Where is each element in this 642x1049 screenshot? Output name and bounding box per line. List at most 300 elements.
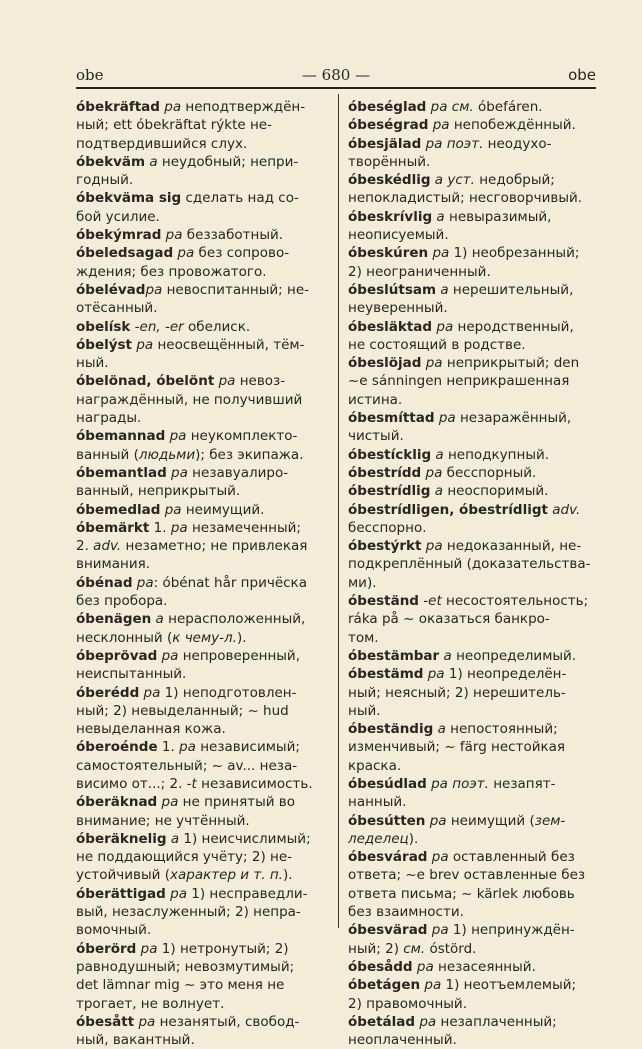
headword: óbelévad <box>76 281 146 298</box>
grammar-label: pa <box>161 647 179 664</box>
definition-text: обелиск. <box>183 318 251 335</box>
definition-text: óbefáren. <box>473 99 543 115</box>
grammar-label: pa <box>429 812 447 829</box>
entry-line <box>76 537 330 555</box>
definition-text: висимо от...; 2. <box>76 775 187 792</box>
definition-text: отёсанный. <box>76 300 158 317</box>
headword: óberäknad <box>76 794 158 811</box>
headword: óbemannad <box>76 428 166 445</box>
headword: óbenägen <box>76 611 152 628</box>
headword: óbeségrad <box>348 117 429 134</box>
grammar-label: к чему-л. <box>172 629 237 646</box>
entry-line <box>348 354 600 372</box>
grammar-label: pa поэт. <box>431 775 489 792</box>
grammar-label: a <box>437 721 446 738</box>
entry-line <box>348 519 600 537</box>
grammar-label: леделец <box>348 830 409 847</box>
definition-text: ). <box>236 629 247 646</box>
entry-line <box>76 135 330 153</box>
entry-line <box>348 830 600 848</box>
definition-text: невыделанная кожа. <box>76 721 226 738</box>
entry-line <box>76 775 330 793</box>
headword: óbeséglad <box>348 99 427 115</box>
headword: óberörd <box>76 940 137 957</box>
entry-line <box>348 98 600 116</box>
definition-text: ~e sánningen неприкрашенная <box>348 373 570 390</box>
definition-text: ванный ( <box>76 446 139 463</box>
entry-line <box>348 135 600 153</box>
definition-text: несостоятельность; <box>441 593 589 610</box>
entry-line <box>76 98 330 116</box>
entry-line <box>76 647 330 665</box>
definition-text: независимый; <box>195 739 300 756</box>
definition-text: 2) неограниченный. <box>348 263 491 280</box>
entry-line <box>76 738 330 756</box>
grammar-label: a <box>155 611 164 628</box>
entry-line <box>348 116 600 134</box>
headword: óbeständig <box>348 721 434 738</box>
definition-text: ). <box>282 867 293 884</box>
entry-line <box>348 610 600 628</box>
definition-text: ный; 2) <box>348 940 404 957</box>
definition-text: краска. <box>348 757 402 774</box>
definition-text: неоспоримый. <box>443 483 549 500</box>
entry-line <box>76 281 330 299</box>
entry-line <box>348 702 600 720</box>
definition-text: невоспитанный; не- <box>162 281 310 298</box>
entry-line <box>76 318 330 336</box>
entry-line <box>348 940 600 958</box>
entry-line <box>76 555 330 573</box>
definition-text: чистый. <box>348 428 404 445</box>
definition-text: беззаботный. <box>182 227 284 244</box>
entry-line <box>348 464 600 482</box>
grammar-label: pa поэт. <box>425 135 484 152</box>
definition-text: невоз- <box>235 373 286 390</box>
definition-text: подтвердившийся слух. <box>76 135 248 152</box>
definition-text: óstörd. <box>425 940 477 957</box>
definition-text: ный. <box>76 355 109 372</box>
entry-line <box>76 244 330 262</box>
definition-text: ответа письма; ~ kärlek любовь <box>348 885 575 902</box>
headword: óbesläktad <box>348 318 433 335</box>
entry-line <box>76 391 330 409</box>
grammar-label: pa <box>425 464 443 481</box>
definition-text: 2. <box>76 538 94 555</box>
entry-line <box>76 501 330 519</box>
entry-line <box>76 610 330 628</box>
definition-text: ); без экипажа. <box>195 446 304 463</box>
definition-text: несклонный ( <box>76 629 173 646</box>
entry-line <box>76 976 330 994</box>
definition-text: 1) неотъемлемый; <box>441 977 577 994</box>
definition-text: ванный, неприкрытый. <box>76 483 241 500</box>
entry-line <box>348 958 600 976</box>
grammar-label: a <box>435 446 444 463</box>
definition-text: награждённый, не получивший <box>76 391 303 408</box>
grammar-label: pa <box>419 1013 437 1030</box>
definition-text: нерасположенный, <box>163 611 306 628</box>
entry-line <box>76 446 330 464</box>
definition-text: ). <box>408 830 419 847</box>
definition-text: незапят- <box>488 775 556 792</box>
headword: óbelönad, óbelönt <box>76 373 215 390</box>
entry-line <box>76 189 330 207</box>
headword: óbestämbar <box>348 647 440 664</box>
definition-text: без пробора. <box>76 593 168 610</box>
grammar-label: pa <box>218 373 236 390</box>
entry-line <box>76 208 330 226</box>
definition-text: оставленный без <box>448 849 575 866</box>
headword: óberoénde <box>76 739 158 756</box>
entry-line <box>76 592 330 610</box>
entry-line <box>348 226 600 244</box>
grammar-label: a <box>170 830 180 847</box>
definition-text: 1) неопределён- <box>444 666 567 683</box>
headword: óbelýst <box>76 336 133 353</box>
grammar-label: pa <box>165 227 183 244</box>
headword: óbetálad <box>348 1013 416 1030</box>
entry-line <box>76 1013 330 1031</box>
grammar-label: -en, -er <box>134 318 184 335</box>
headword: óbesútten <box>348 812 426 829</box>
entry-line <box>348 793 600 811</box>
entry-line <box>348 189 600 207</box>
header-right-guideword: obe <box>568 66 596 84</box>
entry-line <box>76 372 330 390</box>
grammar-label: pa <box>427 666 445 683</box>
entry-line <box>76 116 330 134</box>
grammar-label: -et <box>423 593 442 610</box>
grammar-label: pa <box>164 501 182 518</box>
entry-line <box>348 592 600 610</box>
grammar-label: pa <box>170 519 188 536</box>
entry-line <box>76 153 330 171</box>
grammar-label: pa <box>136 574 154 591</box>
headword: óbesådd <box>348 958 413 975</box>
entry-line <box>348 574 600 592</box>
definition-text: независимость. <box>196 775 313 792</box>
grammar-label: pa <box>136 336 154 353</box>
entry-line <box>76 830 330 848</box>
entry-line <box>348 281 600 299</box>
headword: óbestrídlig <box>348 483 431 500</box>
entry-line <box>76 757 330 775</box>
entry-line <box>76 482 330 500</box>
definition-text: ответа; ~e brev оставленные без <box>348 867 586 884</box>
definition-text: 1) неисчислимый; <box>179 830 311 847</box>
headword: óbemedlad <box>76 501 161 518</box>
entry-line <box>348 427 600 445</box>
grammar-label: a <box>436 208 445 225</box>
headword: óbemantlad <box>76 464 167 481</box>
definition-text: годный. <box>76 172 134 189</box>
grammar-label: людьми <box>138 446 196 463</box>
grammar-label: pa <box>145 281 163 298</box>
entry-line <box>76 427 330 445</box>
definition-text: незавуалиро- <box>187 464 289 481</box>
entry-line <box>76 574 330 592</box>
page-header <box>76 66 596 88</box>
definition-text: неродственный, <box>453 318 574 335</box>
entry-line <box>348 921 600 939</box>
definition-text: не состоящий в родстве. <box>348 336 526 353</box>
definition-text: самостоятельный; ~ av... неза- <box>76 757 298 774</box>
entry-line <box>76 464 330 482</box>
grammar-label: pa <box>424 977 442 994</box>
definition-text: незанятый, свобод- <box>155 1013 300 1030</box>
entry-line <box>348 647 600 665</box>
headword: obelísk <box>76 318 131 335</box>
headword: óbénad <box>76 574 133 591</box>
grammar-label: a <box>434 483 444 500</box>
definition-text: устойчивый ( <box>76 867 171 884</box>
grammar-label: pa <box>164 99 182 115</box>
definition-text: равнодушный; невозмутимый; <box>76 958 295 975</box>
headword: óbesått <box>76 1013 135 1030</box>
entry-line <box>76 940 330 958</box>
entry-line <box>76 702 330 720</box>
definition-text: невыразимый, <box>444 208 552 225</box>
definition-text: неоплаченный. <box>348 1032 457 1049</box>
entry-line <box>348 757 600 775</box>
definition-text: не принятый во <box>178 794 296 811</box>
entry-line <box>348 684 600 702</box>
entry-line <box>348 391 600 409</box>
definition-text: незаплаченный; <box>436 1013 557 1030</box>
grammar-label: pa <box>432 117 450 134</box>
definition-text: неимущий. <box>181 501 265 518</box>
entry-line <box>76 958 330 976</box>
grammar-label: a уст. <box>434 172 475 189</box>
entry-line <box>76 629 330 647</box>
definition-text: изменчивый; ~ färg нестойкая <box>348 739 566 756</box>
grammar-label: pa см. <box>430 99 474 115</box>
headword: óbeledsagad <box>76 245 174 262</box>
entry-line <box>348 1013 600 1031</box>
grammar-label: pa <box>169 428 187 445</box>
grammar-label: a <box>443 647 452 664</box>
entry-line <box>348 409 600 427</box>
entry-line <box>348 263 600 281</box>
entry-line <box>76 921 330 939</box>
headword: óbetágen <box>348 977 421 994</box>
headword: óbekýmrad <box>76 227 162 244</box>
headword: óberäknelig <box>76 830 167 847</box>
entry-line <box>348 775 600 793</box>
definition-text: непокладистый; несговорчивый. <box>348 190 583 207</box>
definition-text: незаражённый, <box>455 410 572 427</box>
entry-line <box>348 318 600 336</box>
entry-line <box>348 153 600 171</box>
grammar-label: pa <box>170 885 187 902</box>
headword: óberédd <box>76 684 140 701</box>
page-number: — 680 — <box>301 66 371 84</box>
entry-line <box>76 171 330 189</box>
grammar-label: характер и т. п. <box>170 867 283 884</box>
grammar-label: pa <box>438 410 456 427</box>
headword: óbekväm <box>76 153 146 170</box>
definition-text: бесспорный. <box>442 464 537 481</box>
headword: óbesvárad <box>348 849 428 866</box>
headword: óbeprövad <box>76 647 158 664</box>
entry-line <box>348 848 600 866</box>
entry-line <box>348 885 600 903</box>
entry-line <box>76 226 330 244</box>
entry-line <box>348 629 600 647</box>
grammar-label: pa <box>138 1013 156 1030</box>
entry-line <box>76 354 330 372</box>
definition-text: 1. <box>157 739 180 756</box>
definition-text: без сопрово- <box>194 245 290 262</box>
entry-line <box>76 1031 330 1049</box>
grammar-label: a <box>440 281 449 298</box>
entry-line <box>348 372 600 390</box>
definition-text: не поддающийся учёту; 2) не- <box>76 849 293 866</box>
entry-line <box>348 738 600 756</box>
grammar-label: pa <box>161 794 179 811</box>
entry-line <box>76 903 330 921</box>
column-divider <box>338 94 339 928</box>
entry-line <box>348 976 600 994</box>
definition-text: неописуемый. <box>348 227 449 244</box>
headword: óberättigad <box>76 885 166 902</box>
definition-text: det lämnar mig ~ это меня не <box>76 977 285 994</box>
definition-text: внимания. <box>76 556 151 573</box>
grammar-label: pa <box>143 684 161 701</box>
grammar-label: pa <box>431 849 449 866</box>
definition-text: ный, вакантный. <box>76 1032 195 1049</box>
grammar-label: adv. <box>552 501 581 518</box>
definition-text: без взаимности. <box>348 904 464 921</box>
definition-text: неиспытанный. <box>76 666 187 683</box>
entry-line <box>76 665 330 683</box>
headword: óbesúdlad <box>348 775 427 792</box>
definition-text: награды. <box>76 410 142 427</box>
definition-text: трогает, не волнует. <box>76 995 225 1012</box>
entry-line <box>348 812 600 830</box>
definition-text: 1) нетронутый; 2) <box>157 940 289 957</box>
definition-text: незаметно; не привлекая <box>121 538 308 555</box>
definition-text: неподкупный. <box>443 446 550 463</box>
definition-text: нанный. <box>348 794 407 811</box>
entry-line <box>348 995 600 1013</box>
headword: óbekväma sig <box>76 190 182 207</box>
definition-text: непобеждённый. <box>449 117 576 134</box>
definition-text: 1) неподготовлен- <box>160 684 297 701</box>
headword: óbesmíttad <box>348 410 435 427</box>
entry-line <box>348 903 600 921</box>
grammar-label: pa <box>416 958 434 975</box>
entry-line <box>348 482 600 500</box>
definition-text: недобрый; <box>474 172 555 189</box>
grammar-label: pa <box>171 464 188 481</box>
headword: óbeständ <box>348 593 419 610</box>
headword: óbestrídligen, óbestrídligt <box>348 501 548 518</box>
entry-line <box>348 555 600 573</box>
definition-text: 1) несправедли- <box>186 885 308 902</box>
headword: óbeskrívlig <box>348 208 433 225</box>
definition-text: ный; неясный; 2) нерешитель- <box>348 684 566 701</box>
headword: óbemärkt <box>76 519 150 536</box>
grammar-label: pa <box>431 922 449 939</box>
headword: óbestícklig <box>348 446 432 463</box>
definition-text: 1) необрезанный; <box>449 245 580 262</box>
entry-line <box>348 665 600 683</box>
grammar-label: pa <box>425 538 443 555</box>
entry-line <box>76 866 330 884</box>
entry-line <box>348 1031 600 1049</box>
grammar-label: pa <box>425 355 443 372</box>
headword: óbestrídd <box>348 464 422 481</box>
entry-line <box>76 684 330 702</box>
entry-line <box>76 848 330 866</box>
entry-line <box>348 446 600 464</box>
definition-text: ráka på ~ оказаться банкро- <box>348 611 550 628</box>
headword: óbesjälad <box>348 135 422 152</box>
definition-text: неопределимый. <box>451 647 577 664</box>
definition-text: бесспорно. <box>348 519 427 536</box>
definition-text: : óbénat hår причёска <box>153 574 307 591</box>
left-column <box>76 98 330 1049</box>
entry-line <box>76 995 330 1013</box>
grammar-label: adv. <box>93 538 122 555</box>
entry-line <box>76 885 330 903</box>
definition-text: творённый. <box>348 153 431 170</box>
grammar-label: pa <box>432 245 450 262</box>
grammar-label: pa <box>179 739 196 756</box>
entry-line <box>76 336 330 354</box>
definition-text: нерешительный, <box>448 281 574 298</box>
entry-line <box>348 208 600 226</box>
definition-text: недоказанный, не- <box>442 538 582 555</box>
entry-line <box>348 866 600 884</box>
definition-text: неуверенный. <box>348 300 448 317</box>
definition-text: подкреплённый (доказательства- <box>348 556 591 573</box>
entry-line <box>348 720 600 738</box>
definition-text: неимущий ( <box>446 812 535 829</box>
definition-text: ный; 2) невыделанный; ~ hud <box>76 702 289 719</box>
grammar-label: зем- <box>534 812 566 829</box>
definition-text: 1. <box>149 519 171 536</box>
grammar-label: pa <box>140 940 158 957</box>
entry-line <box>348 244 600 262</box>
header-rule <box>76 87 596 89</box>
headword: óbeslútsam <box>348 281 437 298</box>
definition-text: ми). <box>348 574 377 591</box>
definition-text: вый, незаслуженный; 2) непра- <box>76 904 301 921</box>
header-left-guideword: obe <box>76 66 104 84</box>
definition-text: истина. <box>348 391 403 408</box>
definition-text: ждения; без провожатого. <box>76 263 267 280</box>
entry-line <box>348 336 600 354</box>
definition-text: неосвещённый, тём- <box>153 336 305 353</box>
headword: óbeskúren <box>348 245 429 262</box>
definition-text: 2) правомочный. <box>348 995 468 1012</box>
definition-text: бой усилие. <box>76 208 160 225</box>
definition-text: внимание; не учтённый. <box>76 812 250 829</box>
definition-text: неудобный; непри- <box>157 153 299 170</box>
grammar-label: pa <box>177 245 195 262</box>
grammar-label: pa <box>436 318 454 335</box>
headword: óbeslöjad <box>348 355 422 372</box>
entry-line <box>348 537 600 555</box>
right-column <box>348 98 600 1049</box>
grammar-label: -t <box>186 775 197 792</box>
headword: óbeskédlig <box>348 172 431 189</box>
definition-text: незасеянный. <box>433 958 536 975</box>
entry-line <box>76 263 330 281</box>
